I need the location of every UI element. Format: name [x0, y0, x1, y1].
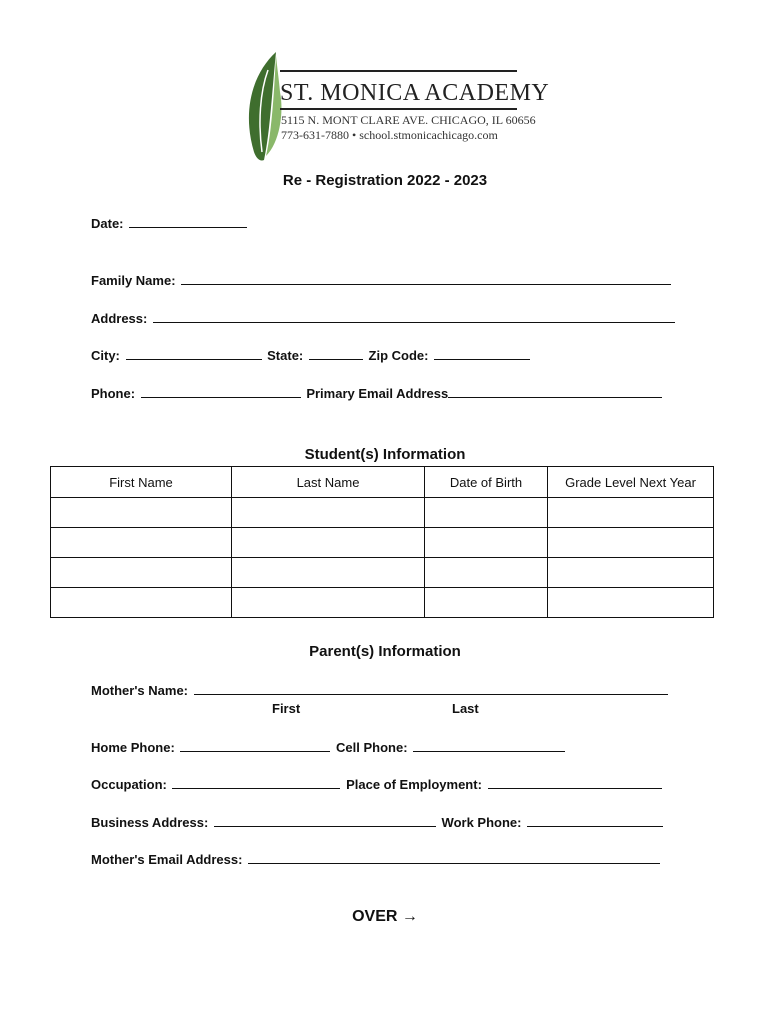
cell-phone-label: Cell Phone:: [336, 740, 408, 755]
home-phone-field[interactable]: [180, 739, 330, 752]
over-indicator: OVER →: [352, 908, 418, 925]
business-line: [91, 814, 665, 830]
table-row: [51, 558, 714, 588]
grade-cell[interactable]: [548, 588, 714, 618]
zip-label: Zip Code:: [368, 348, 429, 363]
grade-cell[interactable]: [548, 498, 714, 528]
state-label: State:: [267, 348, 304, 363]
business-address-label: Business Address:: [91, 815, 209, 830]
last-name-cell[interactable]: [232, 498, 425, 528]
table-row: [51, 588, 714, 618]
col-last-name: Last Name: [232, 467, 425, 498]
last-sublabel: Last: [452, 701, 479, 716]
school-logo-leaf: [246, 52, 282, 162]
city-field[interactable]: [126, 347, 262, 360]
first-sublabel: First: [272, 701, 301, 716]
family-name-line: [91, 272, 673, 288]
work-phone-label: Work Phone:: [441, 815, 522, 830]
city-state-zip-line: [91, 347, 532, 363]
last-name-cell[interactable]: [232, 558, 425, 588]
address-field[interactable]: [153, 310, 675, 323]
business-address-field[interactable]: [214, 814, 436, 827]
phone-field[interactable]: [141, 385, 301, 398]
first-name-cell[interactable]: [51, 588, 232, 618]
employment-label: Place of Employment:: [346, 777, 482, 792]
table-row: [51, 528, 714, 558]
logo-bottom-rule: [280, 108, 517, 110]
address-label: Address:: [91, 311, 148, 326]
grade-cell[interactable]: [548, 558, 714, 588]
occupation-line: [91, 776, 664, 792]
mother-email-label: Mother's Email Address:: [91, 852, 243, 867]
mother-name-label: Mother's Name:: [91, 683, 188, 698]
date-field[interactable]: [129, 215, 247, 228]
school-name: ST. MONICA ACADEMY: [280, 80, 550, 106]
form-title: Re - Registration 2022 - 2023: [282, 172, 488, 189]
col-first-name: First Name: [51, 467, 232, 498]
mother-phones-line: [91, 739, 567, 755]
logo-top-rule: [280, 70, 517, 72]
first-name-cell[interactable]: [51, 498, 232, 528]
dob-cell[interactable]: [425, 558, 548, 588]
dob-cell[interactable]: [425, 588, 548, 618]
address-line: [91, 310, 677, 326]
mother-email-field[interactable]: [248, 851, 660, 864]
work-phone-field[interactable]: [527, 814, 663, 827]
occupation-label: Occupation:: [91, 777, 167, 792]
cell-phone-field[interactable]: [413, 739, 565, 752]
state-field[interactable]: [309, 347, 363, 360]
home-phone-label: Home Phone:: [91, 740, 175, 755]
table-row: [51, 498, 714, 528]
phone-label: Phone:: [91, 386, 136, 401]
occupation-field[interactable]: [172, 776, 340, 789]
email-label: Primary Email Address: [306, 386, 449, 401]
city-label: City:: [91, 348, 120, 363]
first-name-cell[interactable]: [51, 528, 232, 558]
date-line: [91, 215, 249, 231]
email-field[interactable]: [448, 385, 662, 398]
mother-email-line: [91, 851, 662, 867]
zip-field[interactable]: [434, 347, 530, 360]
first-name-cell[interactable]: [51, 558, 232, 588]
students-heading: Student(s) Information: [304, 446, 466, 463]
date-label: Date:: [91, 216, 124, 231]
family-name-field[interactable]: [181, 272, 671, 285]
school-address: 5115 N. MONT CLARE AVE. CHICAGO, IL 60656: [281, 113, 536, 127]
dob-cell[interactable]: [425, 528, 548, 558]
parents-heading: Parent(s) Information: [309, 643, 461, 660]
last-name-cell[interactable]: [232, 528, 425, 558]
employment-field[interactable]: [488, 776, 662, 789]
grade-cell[interactable]: [548, 528, 714, 558]
family-name-label: Family Name:: [91, 273, 176, 288]
phone-email-line: [91, 385, 664, 401]
dob-cell[interactable]: [425, 498, 548, 528]
mother-name-line: [91, 682, 670, 698]
col-date-of-birth: Date of Birth: [425, 467, 548, 498]
mother-name-field[interactable]: [194, 682, 668, 695]
col-grade-level: Grade Level Next Year: [548, 467, 714, 498]
students-header-row: [51, 467, 714, 498]
school-contact: 773-631-7880 • school.stmonicachicago.com: [281, 128, 498, 142]
last-name-cell[interactable]: [232, 588, 425, 618]
students-table: [50, 466, 714, 618]
